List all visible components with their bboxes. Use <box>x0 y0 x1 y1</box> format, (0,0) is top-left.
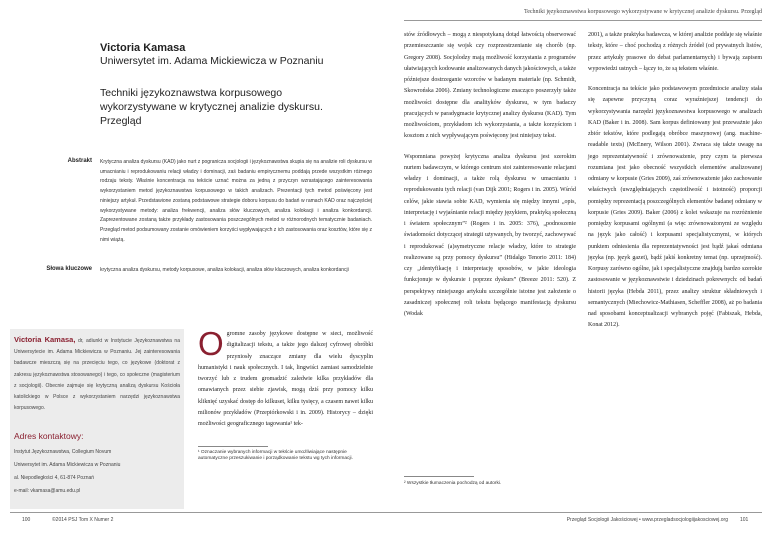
footnote-1: ¹ Oznaczanie wybranych informacji w tekście umożliwiające następnie automatyczne przeszukiwanie i porządkowanie tekstu wg tych informacji. <box>198 450 353 461</box>
footnote-rule <box>198 446 268 447</box>
author-name: Victoria Kamasa <box>100 42 186 54</box>
contact-line: Instytut Językoznawstwa, Collegium Novum <box>14 449 112 455</box>
contact-address <box>14 446 182 498</box>
author-affiliation: Uniwersytet im. Adama Mickiewicza w Poznaniu <box>100 55 324 67</box>
article-title: Techniki językoznawstwa korpusowego wykorzystywane w krytycznej analizie dyskursu. Przegląd <box>100 87 323 127</box>
paragraph: 2001), a także praktyka badawcza, w której analizie poddaje się właśnie teksty, które – choć pochodzą z różnych źródeł (od prywatnych listów, przez artykuły prasowe do debat parlamentarnych) i bywają zapisem wypowiedzi ustnych – łączy to, że są tekstem właśnie. <box>588 32 762 72</box>
bio-name: Victoria Kamasa, <box>14 335 76 344</box>
footer-rule <box>10 512 762 513</box>
paragraph: stów źródłowych – mogą z niespotykaną dotąd łatwością obserwować przemieszczanie się wojsk czy rozprzestrzenianie się chorób (np. Gregory 2008). Socjolodzy mają możliwość korzystania z programów ułatwiających kodowanie analizowanych danych jakościowych, a także późniejsze dostrzeganie wzorców w badanym materiale (np. Schmidt, Skowrońska 2006). Zmiany technologiczne znacząco poszerzyły także możliwości dostępne dla analityków dyskursu, w tym badaczy pracujących w paradygmacie krytycznej analizy dyskursu (KAD). Tym możliwościom, przykładom ich wykorzystania, a także korzyściom i kosztom z nich wypływającym poświęcony jest niniejszy tekst. <box>404 32 576 140</box>
intro-paragraph: gromne zasoby językowe dostępne w sieci, możliwość digitalizacji tekstu, a także jego dalszej cyfrowej obróbki przyniosły znaczące zmiany dla wielu dyscyplin humanistyki i nauk społecznych. I tak, lingwiści zamiast samodzielnie tworzyć lub z trudem gromadzić zaledwie kilka przykładów dla omawianych przez siebie zjawisk, mogą dziś przy pomocy kilku kliknięć uzyskać dostęp do kilkuset, kilku tysięcy, a czasem nawet kilku milionów przykładów (Przepiórkowski i in. 2009). Historycy – dzięki możliwości geograficznego tagowania¹ tek- <box>198 331 373 427</box>
body-column-4 <box>588 30 762 332</box>
header-rule <box>404 20 762 21</box>
paragraph: Wspomniana powyżej krytyczna analiza dyskursu jest szerokim nurtem badawczym, w którego centrum stoi zainteresowanie relacjami władzy i dominacji, a także rolą dyskursu w umacnianiu i reprodukowaniu tych relacji (van Dijk 2001; Rogers i in. 2005). Wśród celów, jakie stawia sobie KAD, wymienia się między innymi „opis, interpretację i wyjaśnianie relacji między językiem, praktyką społeczną i światem społecznym”² (Rogers i in. 2005: 376), „podnoszenie świadomości dotyczącej strategii używanych, by tworzyć, zachowywać i reprodukować (a)symetryczne relacje władzy, które to strategie realizowane są przy pomocy dyskursu” (Hidalgo Tenorio 2011: 184) czy „identyfikację i interpretację sposobów, w jakie ideologia funkcjonuje w dyskursie i poprzez dyskurs” (Breeze 2011: 520). Z perspektywy niniejszego artykułu szczególnie istotne jest założenie o zasadniczej społecznej roli tekstu będącego manifestacją dyskursu (Wodak <box>404 153 576 317</box>
running-head: Techniki językoznawstwa korpusowego wykorzystywane w krytycznej analizie dyskursu. Przegląd <box>523 9 762 15</box>
footer-journal-issue: ©2014 PSJ Tom X Numer 2 <box>52 517 114 523</box>
body-column-2 <box>198 325 373 430</box>
body-column-3 <box>404 30 576 320</box>
paragraph: Koncentracja na tekście jako podstawowym przedmiocie analizy stała się zapewne przyczyną coraz wyraźniejszej tendencji do wykorzystywania narzędzi językoznawstwa korpusowego w analizach KAD (Baker i in. 2008). Sam korpus definiowany jest przeważnie jako zbiór tekstów, które podlegają obróbce maszynowej (ang. machine-readable texts) (McEnery, Wilson 2001). Zwraca się także uwagę na jego reprezentatywność i zrównoważenie, przy czym ta pierwsza rozumiana jest jako obecność wszystkich elementów analizowanej odmiany w korpusie (Gries 2009), zaś zrównoważenie jako zachowanie właściwych (uwzględniających częstotliwość i istotność) proporcji pomiędzy reprezentacją poszczególnych elementów badanej odmiany w korpusie (Gries 2009). Baker (2006) z kolei wskazuje na rozróżnienie pomiędzy korpusami ogólnymi (a więc zrównoważonymi ze względu na język jako całość) i korpusami specjalistycznymi, w których punktem odniesienia dla reprezentatywności jest bądź jakaś odmiana języka (np. język gazet), bądź jakiś konkretny temat (np. uprzejmość). Korpusy zarówno ogólne, jak i specjalistyczne znajdują bardzo szerokie zastosowanie w językoznawstwie i dziedzinach pokrewnych: od badań historii języka (Hebda 2011), przez analizy struktur składniowych i semantycznych (Miechowicz-Mathiasen, Scheffler 2008), aż po badania nad sposobami konceptualizacji wybranych pojęć (Fabiszak, Hebda, Konat 2012). <box>588 86 762 329</box>
page-number-right: 101 <box>740 517 749 523</box>
abstract-text: Krytyczna analiza dyskursu (KAD) jako nurt z pogranicza socjologii i językoznawstwa skupia się na analizie roli dyskursu w umacnianiu i reprodukowaniu relacji władzy i dominacji, zaś badaniu empirycznemu poddają przede wszystkim różnego rodzaju teksty. Właśnie koncentracja na tekście uznać można za jedną z przyczyn wzrastającego zainteresowania wykorzystaniem metod językoznawstwa korpusowego w takich analizach. Prezentacji tych metod poświęcony jest niniejszy artykuł. Przedstawione zostaną podstawowe strategie doboru korpusu do badań w ramach KAD oraz najczęściej wykorzystywane metody: analiza frekwencji, analiza słów kluczowych, analiza kolokacji i analiza konkordancji. Zaprezentowane zostaną także przykłady zastosowania poszczególnych metod w różnorodnych tematycznie badaniach. Przegląd metod podsumowany zostanie omówieniem korzyści wypływających z ich zastosowania oraz kosztów, które się z nimi wiążą. <box>100 159 372 243</box>
keywords-label: Słowa kluczowe <box>46 266 92 272</box>
page-number-left: 100 <box>22 517 31 523</box>
footnote-2: ² Wszystkie tłumaczenia pochodzą od autorki. <box>404 481 502 486</box>
contact-line: al. Niepodległości 4, 61-874 Poznań <box>14 475 95 481</box>
author-bio <box>14 334 180 414</box>
abstract-label: Abstrakt <box>67 158 92 164</box>
drop-cap: O <box>198 325 224 362</box>
footer-journal-site: Przegląd Socjologii Jakościowej • www.przegladsocjologiijakosciowej.org <box>566 517 728 523</box>
contact-title: Adres kontaktowy: <box>14 431 84 441</box>
footnote-rule <box>404 476 474 477</box>
contact-line: Uniwersytet im. Adama Mickiewicza w Poznaniu <box>14 462 121 468</box>
bio-text: dr, adiunkt w Instytucie Językoznawstwa na Uniwersytecie im. Adama Mickiewicza w Poznaniu. Jej zainteresowania badawcze mieszczą się na przecięciu tego, co językowe (doktorat z zakresu językoznawstwa stosowanego) i tego, co społeczne (magisterium z socjologii). Obecnie zajmuje się krytyczną analizą dyskursu Kościoła katolickiego w Polsce z wykorzystaniem narzędzi językoznawstwa korpusowego. <box>14 338 180 412</box>
contact-email: e-mail: vkamasa@amu.edu.pl <box>14 488 81 494</box>
keywords-text: krytyczna analiza dyskursu, metody korpusowe, analiza kolokacji, analiza słów kluczowych, analiza konkordancji <box>100 267 349 273</box>
